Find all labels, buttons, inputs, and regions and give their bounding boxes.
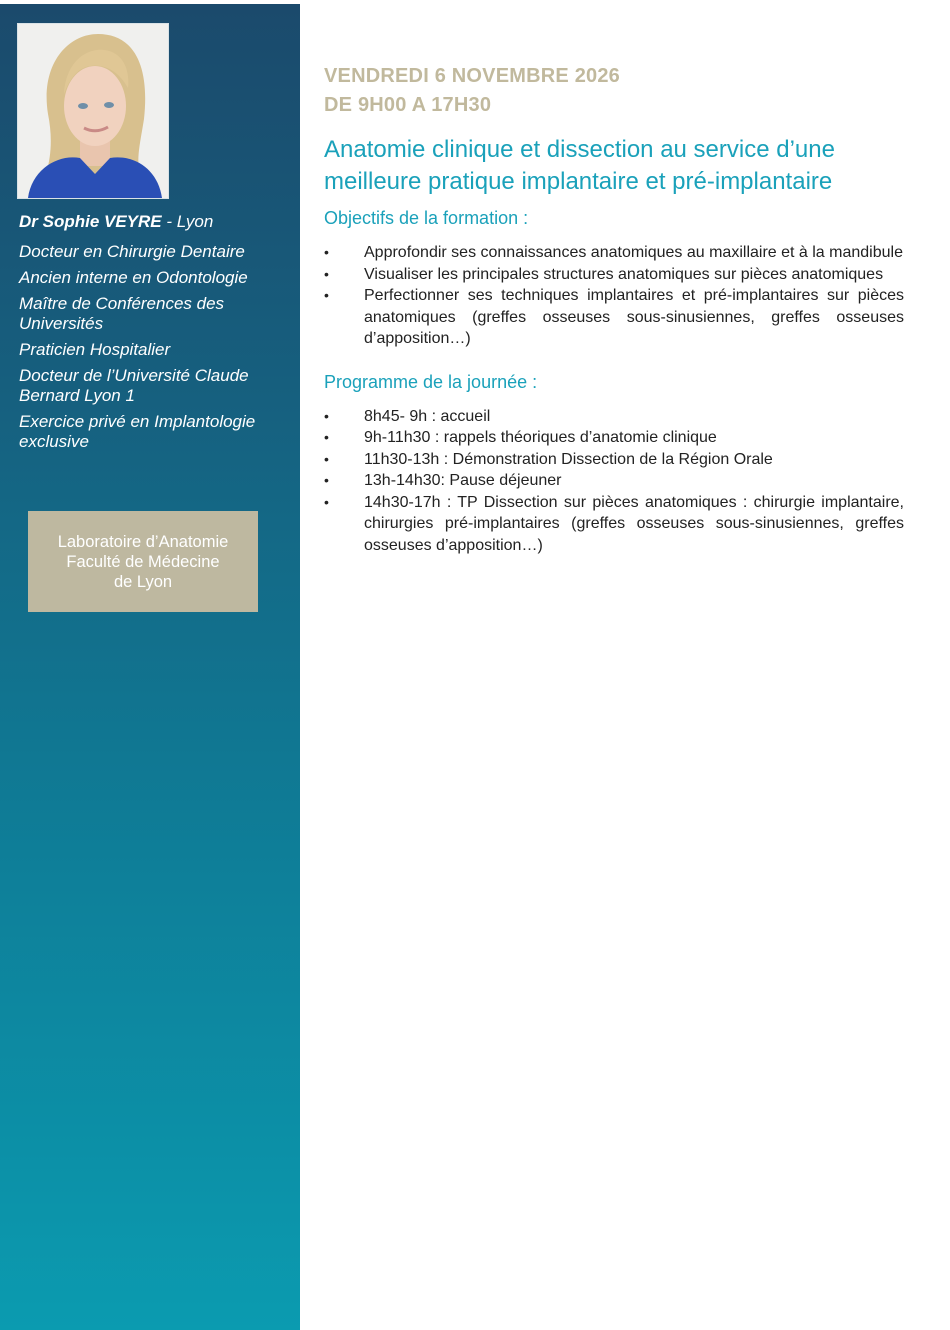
speaker-photo (17, 23, 169, 199)
speaker-title: Ancien interne en Odontologie (19, 268, 248, 287)
speaker-block (19, 212, 289, 458)
list-item: • 14h30-17h : TP Dissection sur pièces anatomiques : chirurgie implantaire, chirurgies pré-implantaires (greffes osseuses sous-sinusiennes, greffes osseuses d’apposition…) (324, 492, 904, 557)
speaker-city: - Lyon (166, 212, 214, 231)
sidebar (0, 4, 300, 1330)
speaker-title: Maître de Conférences des Universités (19, 294, 225, 333)
speaker-title: Docteur en Chirurgie Dentaire (19, 242, 245, 261)
programme-heading: Programme de la journée : (324, 371, 538, 392)
list-item: • 9h-11h30 : rappels théoriques d’anatomie clinique (324, 427, 904, 449)
list-item: • 13h-14h30: Pause déjeuner (324, 470, 904, 492)
location-line: Laboratoire d’Anatomie (57, 532, 229, 551)
list-item: • 8h45- 9h : accueil (324, 406, 904, 428)
objectives-list (324, 242, 904, 350)
event-date-day: VENDREDI 6 NOVEMBRE 2026 (324, 65, 621, 87)
speaker-name-line (19, 212, 289, 232)
location-box (28, 511, 258, 612)
speaker-name: Dr Sophie VEYRE (19, 212, 162, 231)
event-date (324, 62, 904, 120)
speaker-title: Docteur de l’Université Claude Bernard Lyon 1 (19, 366, 249, 405)
list-item: • Perfectionner ses techniques implantaires et pré-implantaires sur pièces anatomiques (greffes osseuses sous-sinusiennes, greffes osseuses d’apposition…) (324, 285, 904, 350)
main-content (324, 62, 904, 556)
location-line: de Lyon (113, 572, 173, 591)
course-title: Anatomie clinique et dissection au service d’une meilleure pratique implantaire et pré-implantaire (324, 136, 835, 195)
portrait-image (18, 24, 168, 198)
objectives-heading: Objectifs de la formation : (324, 208, 529, 228)
location-line: Faculté de Médecine (66, 552, 220, 571)
speaker-title: Praticien Hospitalier (19, 340, 171, 359)
speaker-title: Exercice privé en Implantologie exclusive (19, 412, 256, 451)
list-item: • Approfondir ses connaissances anatomiques au maxillaire et à la mandibule (324, 242, 904, 264)
programme-list (324, 406, 904, 557)
event-date-hours: DE 9H00 A 17H30 (324, 94, 492, 116)
list-item: • Visualiser les principales structures anatomiques sur pièces anatomiques (324, 264, 904, 286)
list-item: • 11h30-13h : Démonstration Dissection de la Région Orale (324, 449, 904, 471)
